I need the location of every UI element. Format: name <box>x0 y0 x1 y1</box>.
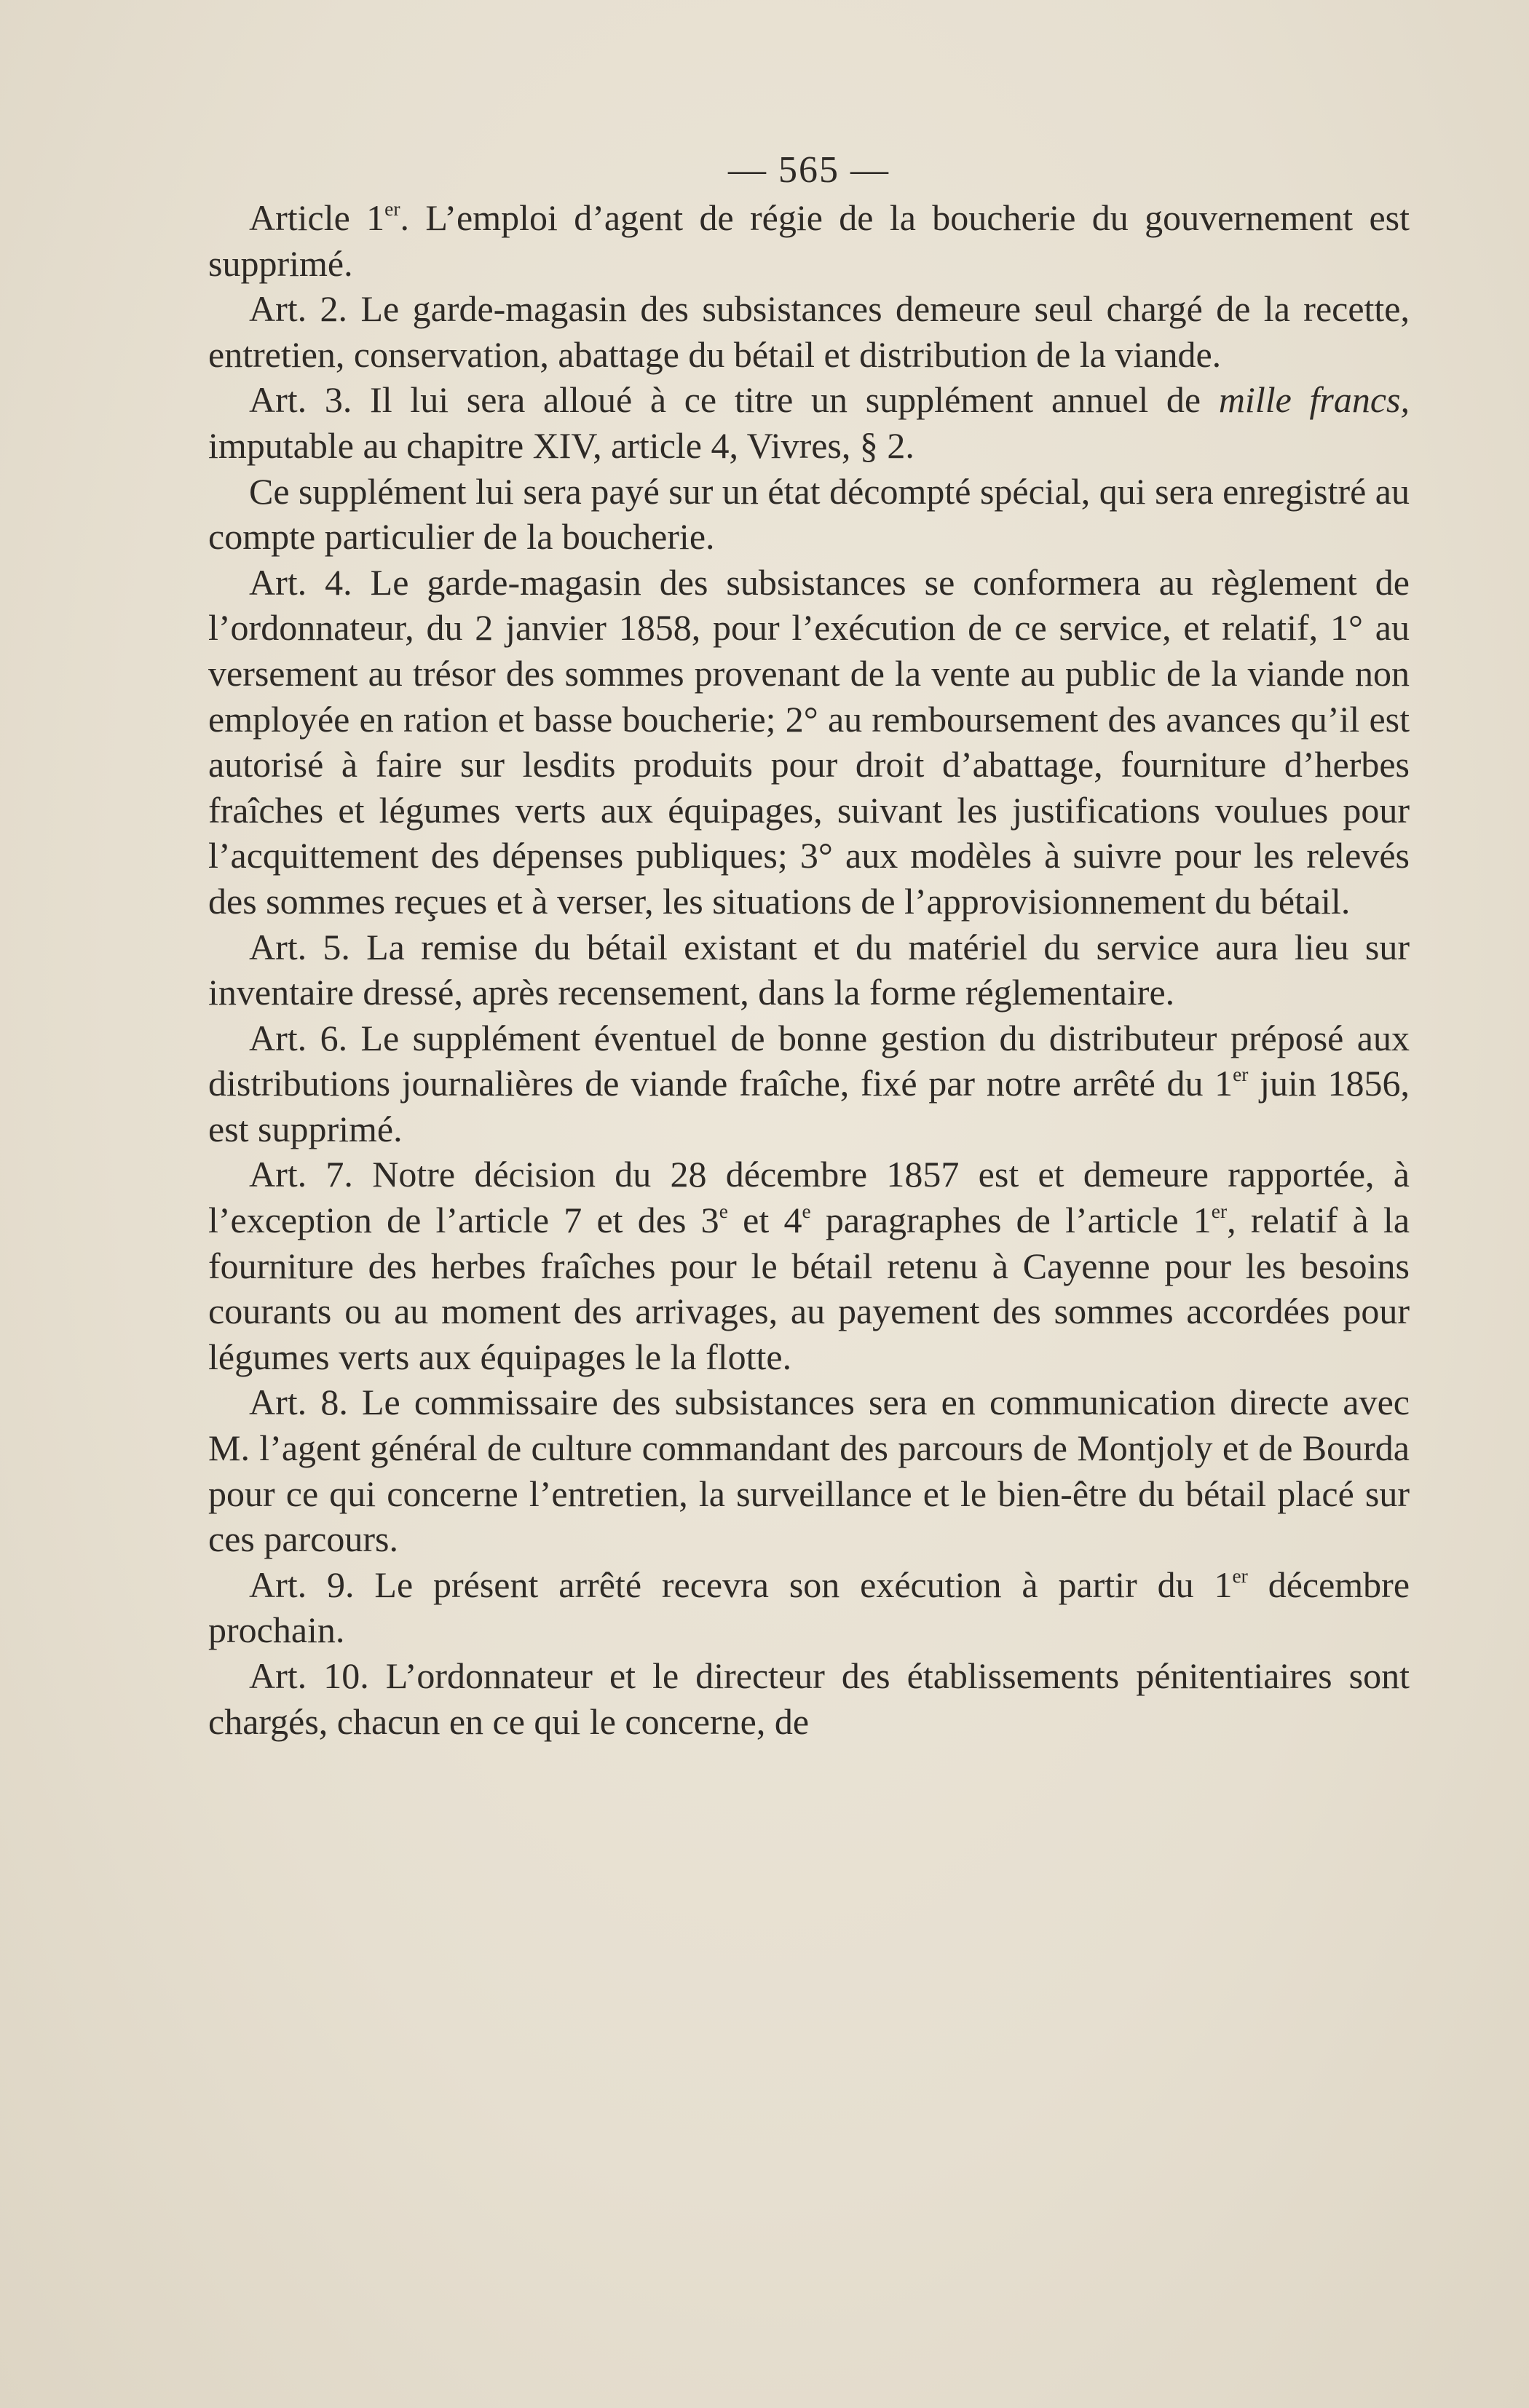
article-7-sup-b: e <box>802 1200 811 1223</box>
article-9-sup-a: er <box>1232 1564 1248 1588</box>
article-1 <box>208 195 1410 286</box>
article-4-lead: Art. 4. <box>249 561 352 603</box>
article-1-lead-sup: er <box>384 197 400 221</box>
article-3-text-b: imputable au chapitre XIV, article 4, Vivres, § 2. <box>208 424 914 466</box>
article-3 <box>208 377 1410 468</box>
article-7-sup-a: e <box>719 1200 728 1223</box>
article-9-text-b: décembre prochain. <box>208 1564 1410 1651</box>
article-10-text: L’ordonnateur et le directeur des établissements pénitentiaires sont chargés, chacun en ce qui le concerne, de <box>208 1655 1410 1742</box>
article-7-sup-c: er <box>1211 1200 1228 1223</box>
article-4 <box>208 560 1410 924</box>
article-3-continuation-text: Ce supplément lui sera payé sur un état décompté spécial, qui sera enregistré au compte particulier de la boucherie. <box>208 470 1410 558</box>
article-9 <box>208 1562 1410 1653</box>
article-7-text-c: paragraphes de l’article 1 <box>810 1200 1212 1241</box>
article-1-text: . L’emploi d’agent de régie de la boucherie du gouvernement est supprimé. <box>208 197 1410 284</box>
article-3-continuation <box>208 469 1410 560</box>
article-5 <box>208 924 1410 1015</box>
article-8 <box>208 1379 1410 1561</box>
article-3-emphasis: mille francs, <box>1218 379 1410 421</box>
article-7 <box>208 1152 1410 1379</box>
article-3-text-a: Il lui sera alloué à ce titre un supplément annuel de <box>352 379 1219 421</box>
article-4-text: Le garde-magasin des subsistances se conformera au règlement de l’ordonnateur, du 2 janvier 1858, pour l’exécution de ce service, et relatif, 1° au versement au trésor des sommes provenant de la vente au public de la viande non employée en ration et basse boucherie; 2° au remboursement des avances qu’il est autorisé à faire sur lesdits produits pour droit d’abattage, fourniture d’herbes fraîches et légumes verts aux équipages, suivant les justifications voulues pour l’acquittement des dépenses publiques; 3° aux modèles à suivre pour les relevés des sommes reçues et à verser, les situations de l’approvisionnement du bétail. <box>208 561 1410 922</box>
article-10 <box>208 1653 1410 1744</box>
article-7-text-b: et 4 <box>727 1200 802 1241</box>
article-5-lead: Art. 5. <box>249 926 350 967</box>
article-6-text-b: juin 1856, est supprimé. <box>208 1063 1410 1149</box>
article-7-text-d: , relatif à la fourniture des herbes fraîches pour le bétail retenu à Cayenne pour les besoins courants ou au moment des arrivages, au payement des sommes accordées pour légumes verts aux équipages le la flotte. <box>208 1200 1410 1377</box>
article-1-lead: Article 1 <box>249 197 385 238</box>
article-10-lead: Art. 10. <box>249 1655 369 1696</box>
article-9-text-a: Le présent arrêté recevra son exécution à partir du 1 <box>354 1564 1233 1605</box>
article-2-text: Le garde-magasin des subsistances demeure seul chargé de la recette, entretien, conservation, abattage du bétail et distribution de la viande. <box>208 288 1410 375</box>
article-7-text-a: Notre décision du 28 décembre 1857 est et demeure rapportée, à l’exception de l’article 7 et des 3 <box>208 1154 1410 1241</box>
article-8-lead: Art. 8. <box>249 1382 348 1423</box>
article-9-lead: Art. 9. <box>249 1564 355 1605</box>
article-6-lead: Art. 6. <box>249 1017 348 1058</box>
article-2-lead: Art. 2. <box>249 288 348 330</box>
article-7-lead: Art. 7. <box>249 1154 353 1195</box>
article-6-text-a: Le supplément éventuel de bonne gestion du distributeur préposé aux distributions journalières de viande fraîche, fixé par notre arrêté du 1 <box>208 1017 1410 1104</box>
article-6-sup-a: er <box>1233 1063 1249 1086</box>
article-3-lead: Art. 3. <box>249 379 352 421</box>
article-2 <box>208 286 1410 377</box>
text-body <box>208 146 1410 1744</box>
page-number: — 565 — <box>728 149 890 191</box>
article-5-text: La remise du bétail existant et du matériel du service aura lieu sur inventaire dressé, après recensement, dans la forme réglementaire. <box>208 926 1410 1013</box>
article-6 <box>208 1015 1410 1152</box>
article-8-text: Le commissaire des subsistances sera en communication directe avec M. l’agent général de culture commandant des parcours de Montjoly et de Bourda pour ce qui concerne l’entretien, la surveillance et le bien-être du bétail placé sur ces parcours. <box>208 1382 1410 1560</box>
